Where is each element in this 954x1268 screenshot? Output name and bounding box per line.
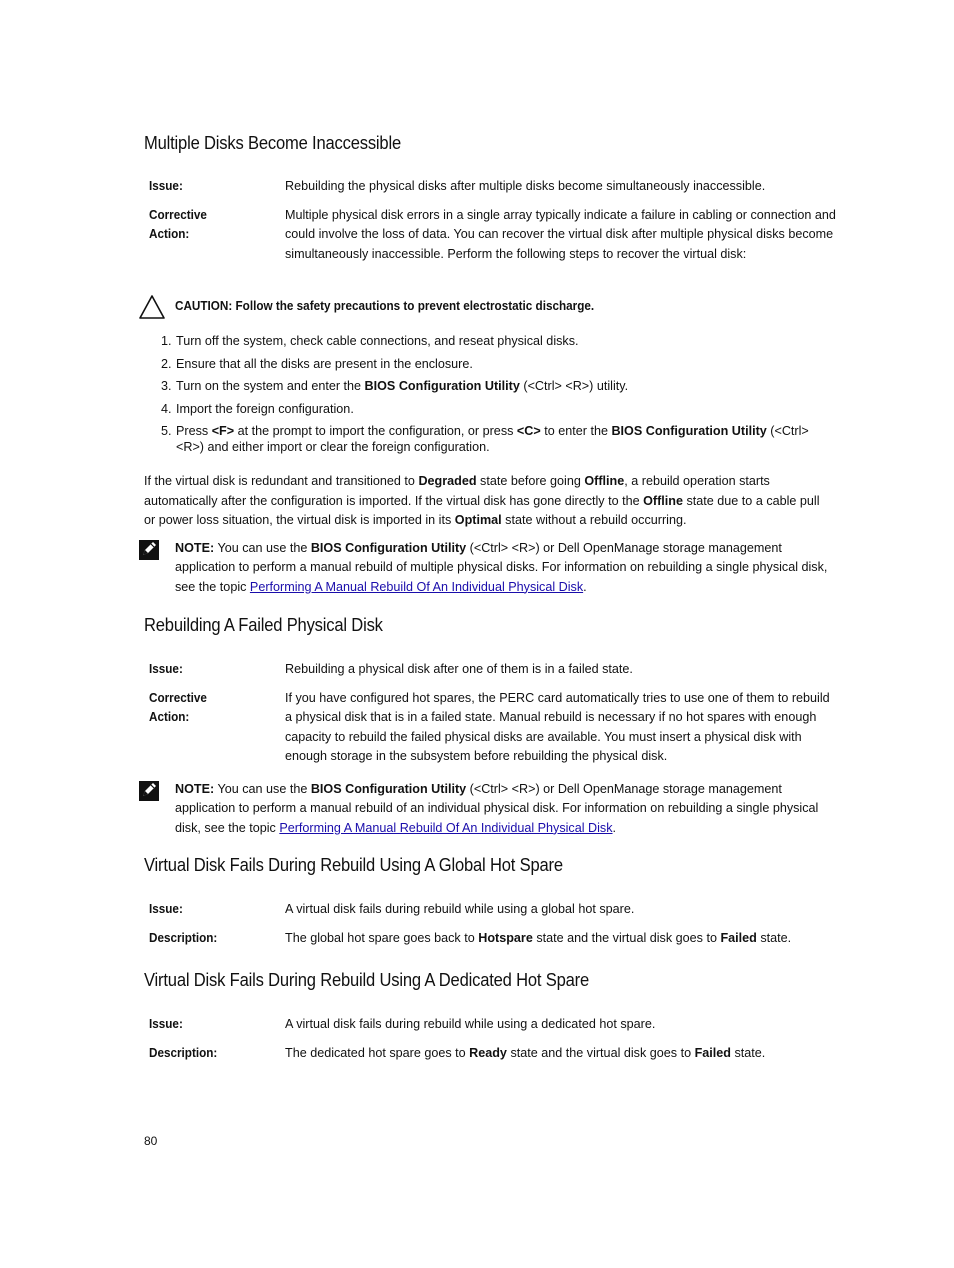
issue-text: Rebuilding a physical disk after one of them is in a failed state. bbox=[285, 662, 633, 676]
recovery-steps-list bbox=[161, 333, 836, 462]
list-item: 5. Press <F> at the prompt to import the configuration, or press <C> to enter the BIOS Configuration Utility (<Ctrl> <R>) and either import or clear the foreign configuration. bbox=[161, 424, 809, 454]
caution-box bbox=[138, 294, 838, 322]
corrective-action-text: If you have configured hot spares, the PERC card automatically tries to use one of them to rebuild a physical disk that is in a failed state. Manual rebuild is necessary if no hot spares with enough capacity to rebuild the failed physical disks are available. You must insert a physical disk with enough storage in the subsystem before rebuilding the physical disk. bbox=[285, 691, 830, 763]
manual-rebuild-link[interactable]: Performing A Manual Rebuild Of An Individual Physical Disk bbox=[279, 820, 613, 835]
section-heading-multiple-disks: Multiple Disks Become Inaccessible bbox=[144, 133, 401, 153]
corrective-action-label: Corrective Action: bbox=[149, 208, 207, 242]
warning-triangle-icon bbox=[138, 294, 166, 320]
issue-text: A virtual disk fails during rebuild while using a dedicated hot spare. bbox=[285, 1017, 656, 1031]
page-number: 80 bbox=[144, 1134, 158, 1148]
corrective-action-label: Corrective Action: bbox=[149, 691, 207, 725]
list-item: 2. Ensure that all the disks are present in the enclosure. bbox=[161, 356, 473, 371]
issue-label: Issue: bbox=[149, 179, 183, 193]
description-label: Description: bbox=[149, 931, 218, 945]
note-pencil-icon bbox=[138, 780, 160, 802]
issue-label: Issue: bbox=[149, 1017, 183, 1031]
description-text: The global hot spare goes back to Hotspare state and the virtual disk goes to Failed state. bbox=[285, 931, 792, 945]
description-label: Description: bbox=[149, 1046, 218, 1060]
rebuild-paragraph: If the virtual disk is redundant and transitioned to Degraded state before going Offline, a rebuild operation starts automatically after the configuration is imported. If the virtual disk has gone directly to the Offline state due to a cable pull or power loss situation, the virtual disk is imported in its Optimal state without a rebuild occurring. bbox=[144, 474, 820, 527]
list-item: 3. Turn on the system and enter the BIOS Configuration Utility (<Ctrl> <R>) utility. bbox=[161, 379, 629, 393]
issue-text: Rebuilding the physical disks after multiple disks become simultaneously inaccessible. bbox=[285, 179, 766, 193]
list-item: 1. Turn off the system, check cable connections, and reseat physical disks. bbox=[161, 334, 579, 348]
section-heading-rebuilding-failed-disk: Rebuilding A Failed Physical Disk bbox=[144, 615, 383, 635]
note-text: NOTE: You can use the BIOS Configuration Utility (<Ctrl> <R>) or Dell OpenManage storage management application to perform a manual rebuild of multiple physical disks. For information on rebuilding a single physical disk, see the topic Performing A Manual Rebuild Of An Individual Physical Disk. bbox=[175, 541, 828, 594]
caution-text: CAUTION: Follow the safety precautions to prevent electrostatic discharge. bbox=[175, 299, 595, 313]
corrective-action-text: Multiple physical disk errors in a single array typically indicate a failure in cabling or connection and could involve the loss of data. You can recover the virtual disk after multiple physical disks become simultaneously inaccessible. Perform the following steps to recover the virtual disk: bbox=[285, 208, 836, 261]
note-pencil-icon bbox=[138, 539, 160, 561]
section-heading-dedicated-hot-spare: Virtual Disk Fails During Rebuild Using A Dedicated Hot Spare bbox=[144, 970, 590, 990]
note-text: NOTE: You can use the BIOS Configuration Utility (<Ctrl> <R>) or Dell OpenManage storage management application to perform a manual rebuild of an individual physical disk. For information on rebuilding a single physical disk, see the topic Performing A Manual Rebuild Of An Individual Physical Disk. bbox=[175, 782, 819, 835]
issue-label: Issue: bbox=[149, 902, 183, 916]
list-item: 4. Import the foreign configuration. bbox=[161, 401, 354, 416]
manual-rebuild-link[interactable]: Performing A Manual Rebuild Of An Individual Physical Disk bbox=[249, 579, 584, 594]
section-heading-global-hot-spare: Virtual Disk Fails During Rebuild Using A Global Hot Spare bbox=[144, 855, 563, 875]
description-text: The dedicated hot spare goes to Ready state and the virtual disk goes to Failed state. bbox=[285, 1046, 766, 1060]
issue-text: A virtual disk fails during rebuild while using a global hot spare. bbox=[285, 902, 635, 916]
issue-label: Issue: bbox=[149, 662, 183, 676]
